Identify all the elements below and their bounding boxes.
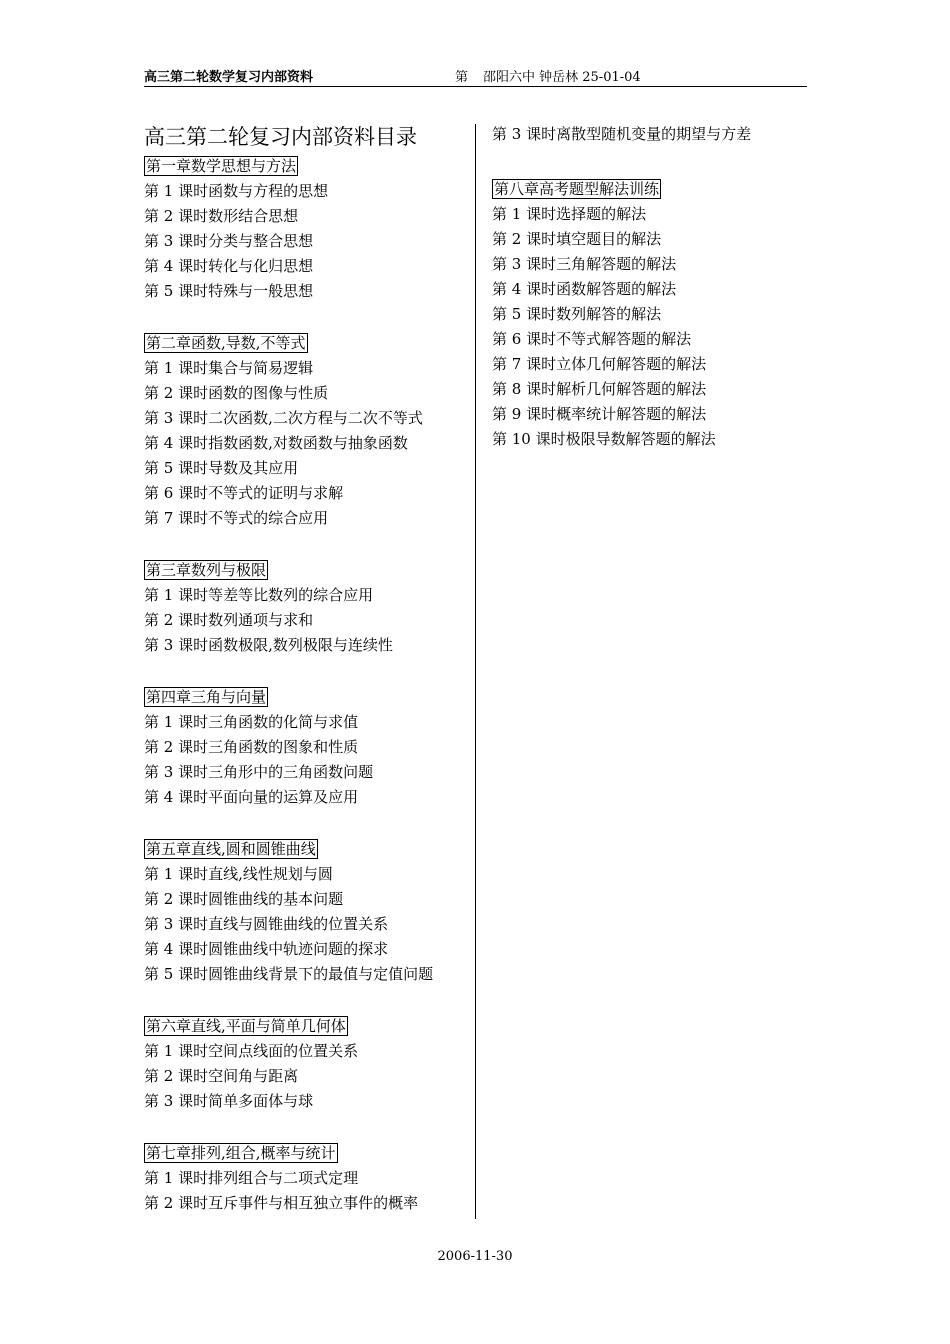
left-column bbox=[144, 122, 460, 1216]
lesson-item: 第 1 课时集合与简易逻辑 bbox=[144, 359, 314, 377]
lesson-list bbox=[492, 202, 808, 452]
lesson-item: 第 2 课时数形结合思想 bbox=[144, 207, 299, 225]
lesson-item: 第 5 课时导数及其应用 bbox=[144, 459, 299, 477]
lesson-item: 第 1 课时直线,线性规划与圆 bbox=[144, 865, 333, 883]
lesson-item: 第 2 课时圆锥曲线的基本问题 bbox=[144, 890, 344, 908]
lesson-item: 第 3 课时三角解答题的解法 bbox=[492, 255, 677, 273]
chapter-list bbox=[144, 152, 460, 1216]
lesson-item: 第 2 课时三角函数的图象和性质 bbox=[144, 738, 359, 756]
lesson-item: 第 5 课时圆锥曲线背景下的最值与定值问题 bbox=[144, 965, 434, 983]
chapter-title: 第三章数列与极限 bbox=[146, 561, 267, 579]
lesson-item: 第 4 课时函数解答题的解法 bbox=[492, 280, 677, 298]
chapter-section bbox=[144, 1139, 460, 1216]
lesson-item: 第 5 课时数列解答的解法 bbox=[492, 305, 662, 323]
lesson-item: 第 1 课时空间点线面的位置关系 bbox=[144, 1042, 359, 1060]
lesson-item: 第 2 课时填空题目的解法 bbox=[492, 230, 662, 248]
chapter-section bbox=[144, 683, 460, 810]
lesson-item: 第 2 课时空间角与距离 bbox=[144, 1067, 299, 1085]
lesson-item: 第 9 课时概率统计解答题的解法 bbox=[492, 405, 707, 423]
lesson-item: 第 3 课时三角形中的三角函数问题 bbox=[144, 763, 374, 781]
chapter-section bbox=[144, 835, 460, 987]
chapter-title: 第六章直线,平面与简单几何体 bbox=[146, 1017, 346, 1035]
header-author-date: 邵阳六中 钟岳林 25-01-04 bbox=[483, 70, 641, 85]
lesson-item: 第 2 课时函数的图像与性质 bbox=[144, 384, 329, 402]
chapter-section bbox=[144, 1012, 460, 1114]
lesson-item: 第 4 课时转化与化归思想 bbox=[144, 257, 314, 275]
lesson-item: 第 3 课时二次函数,二次方程与二次不等式 bbox=[144, 409, 423, 427]
chapter-title: 第八章高考题型解法训练 bbox=[494, 180, 660, 198]
lesson-item: 第 5 课时特殊与一般思想 bbox=[144, 282, 314, 300]
lesson-item: 第 1 课时函数与方程的思想 bbox=[144, 182, 329, 200]
right-column bbox=[492, 122, 808, 452]
lesson-item: 第 1 课时等差等比数列的综合应用 bbox=[144, 586, 374, 604]
header-title: 高三第二轮数学复习内部资料 bbox=[144, 70, 314, 85]
column-divider bbox=[475, 124, 476, 1219]
lesson-item: 第 4 课时平面向量的运算及应用 bbox=[144, 788, 359, 806]
page-footer-date: 2006-11-30 bbox=[437, 1249, 513, 1264]
lesson-item: 第 2 课时互斥事件与相互独立事件的概率 bbox=[144, 1194, 419, 1212]
page-header bbox=[144, 66, 807, 87]
lesson-item: 第 1 课时选择题的解法 bbox=[492, 205, 647, 223]
lesson-item: 第 2 课时数列通项与求和 bbox=[144, 611, 314, 629]
chapter-8 bbox=[492, 175, 808, 452]
lesson-item: 第 6 课时不等式的证明与求解 bbox=[144, 484, 344, 502]
lesson-item: 第 3 课时离散型随机变量的期望与方差 bbox=[492, 125, 752, 143]
lesson-item: 第 3 课时直线与圆锥曲线的位置关系 bbox=[144, 915, 389, 933]
chapter-section bbox=[144, 152, 460, 304]
chapter-title: 第一章数学思想与方法 bbox=[146, 157, 297, 175]
chapter-title: 第四章三角与向量 bbox=[146, 688, 267, 706]
lesson-item: 第 3 课时函数极限,数列极限与连续性 bbox=[144, 636, 393, 654]
lesson-item: 第 4 课时指数函数,对数函数与抽象函数 bbox=[144, 434, 408, 452]
chapter-section bbox=[144, 329, 460, 531]
chapter-title: 第五章直线,圆和圆锥曲线 bbox=[146, 840, 316, 858]
lesson-item: 第 3 课时分类与整合思想 bbox=[144, 232, 314, 250]
lesson-item: 第 3 课时简单多面体与球 bbox=[144, 1092, 314, 1110]
lesson-item: 第 1 课时三角函数的化简与求值 bbox=[144, 713, 359, 731]
lesson-item: 第 6 课时不等式解答题的解法 bbox=[492, 330, 692, 348]
lesson-item: 第 8 课时解析几何解答题的解法 bbox=[492, 380, 707, 398]
header-page-label: 第 bbox=[455, 70, 469, 85]
lesson-item: 第 10 课时极限导数解答题的解法 bbox=[492, 430, 716, 448]
lesson-item: 第 1 课时排列组合与二项式定理 bbox=[144, 1169, 359, 1187]
document-title: 高三第二轮复习内部资料目录 bbox=[144, 125, 417, 149]
chapter-section bbox=[144, 556, 460, 658]
chapter-title: 第二章函数,导数,不等式 bbox=[146, 334, 306, 352]
lesson-item: 第 4 课时圆锥曲线中轨迹问题的探求 bbox=[144, 940, 389, 958]
lesson-item: 第 7 课时立体几何解答题的解法 bbox=[492, 355, 707, 373]
lesson-item: 第 7 课时不等式的综合应用 bbox=[144, 509, 329, 527]
chapter-title: 第七章排列,组合,概率与统计 bbox=[146, 1144, 336, 1162]
